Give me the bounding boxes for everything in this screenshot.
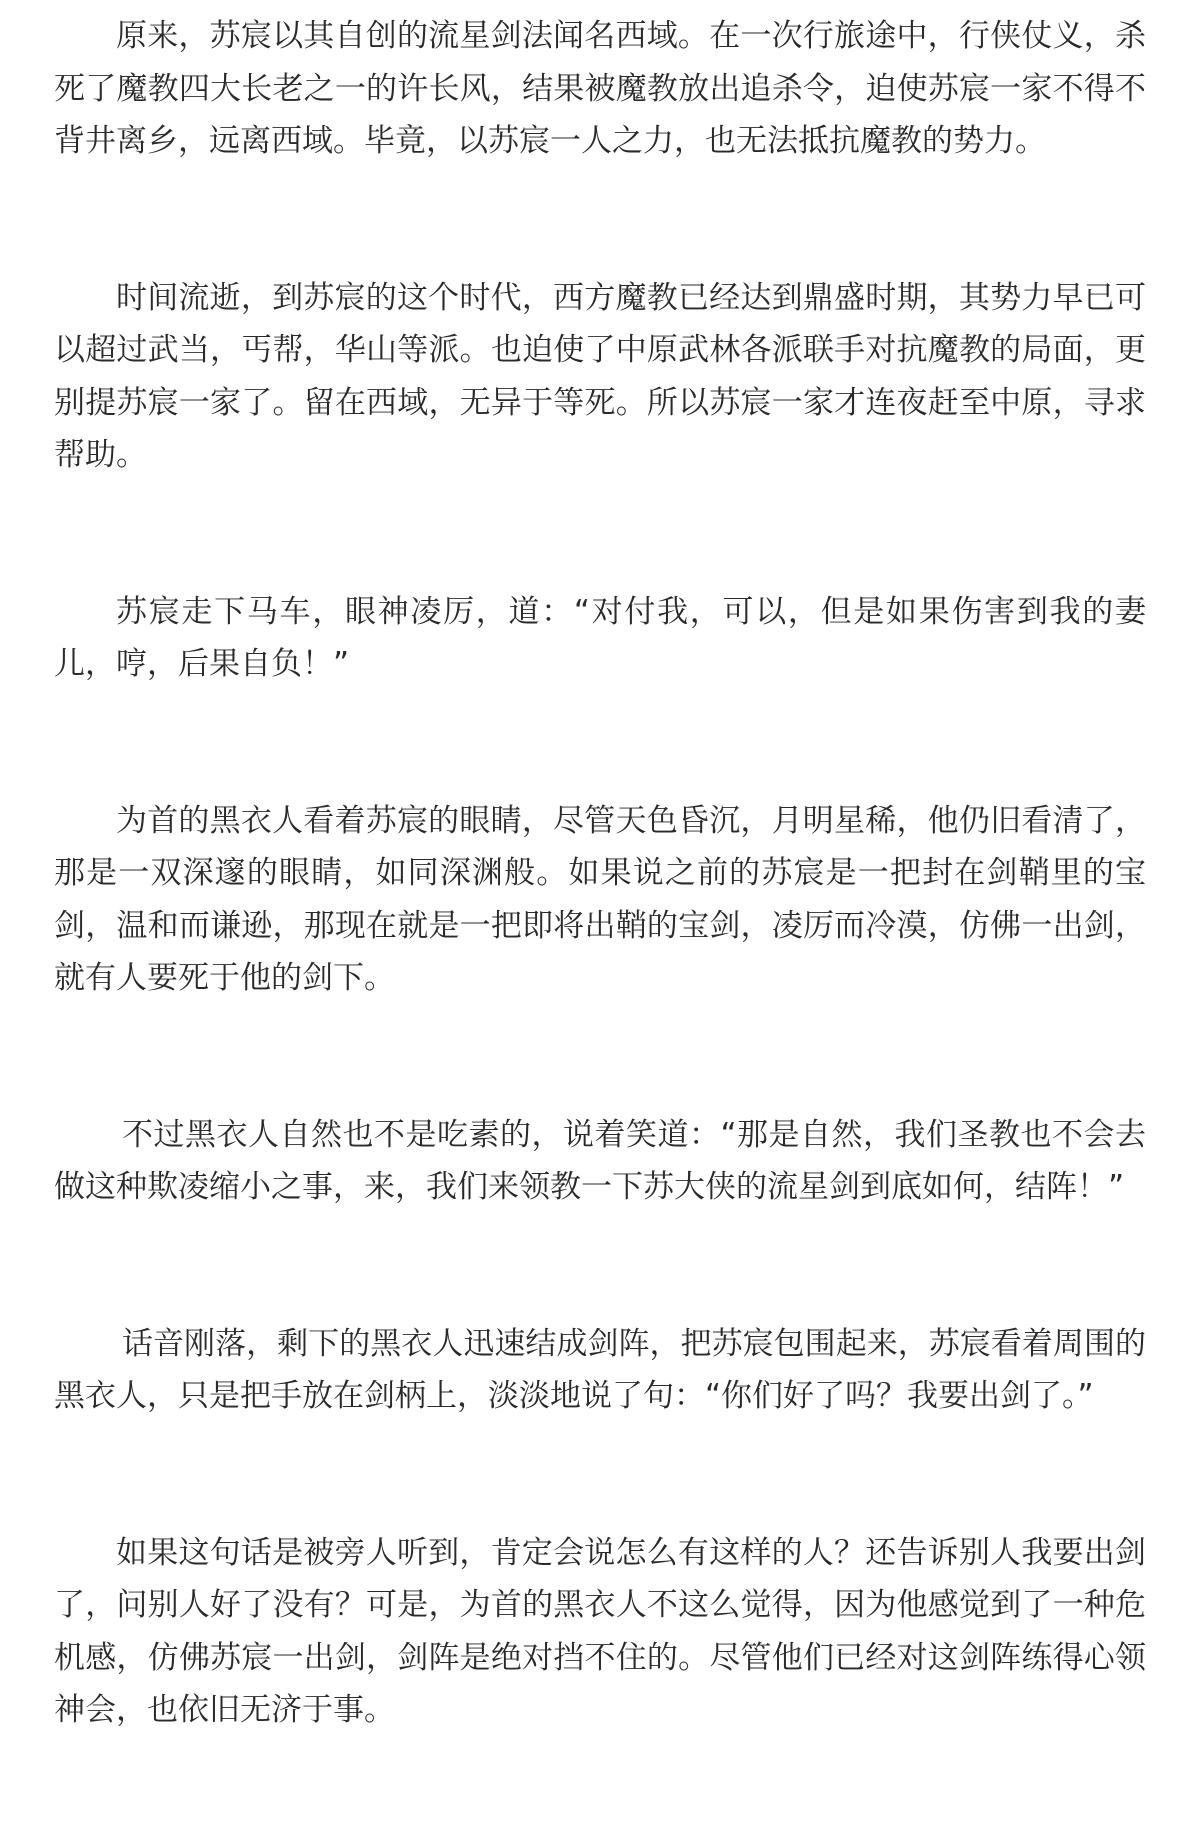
paragraph-5: 不过黑衣人自然也不是吃素的，说着笑道：“那是自然，我们圣教也不会去做这种欺凌缩小之事，来，我们来领教一下苏大侠的流星剑到底如何，结阵！” [54, 1116, 1146, 1205]
paragraph-4: 为首的黑衣人看着苏宸的眼睛，尽管天色昏沉，月明星稀，他仍旧看清了，那是一双深邃的眼睛，如同深渊般。如果说之前的苏宸是一把封在剑鞘里的宝剑，温和而谦逊，那现在就是一把即将出鞘的宝剑，凌厉而冷漠，仿佛一出剑，就有人要死于他的剑下。 [54, 802, 1146, 996]
paragraph-3: 苏宸走下马车，眼神凌厉，道：“对付我，可以，但是如果伤害到我的妻儿，哼，后果自负！” [54, 593, 1146, 682]
paragraph-7: 如果这句话是被旁人听到，肯定会说怎么有这样的人？还告诉别人我要出剑了，问别人好了没有？可是，为首的黑衣人不这么觉得，因为他感觉到了一种危机感，仿佛苏宸一出剑，剑阵是绝对挡不住的。尽管他们已经对这剑阵练得心领神会，也依旧无济于事。 [54, 1534, 1146, 1728]
paragraph-1: 原来，苏宸以其自创的流星剑法闻名西域。在一次行旅途中，行侠仗义，杀死了魔教四大长老之一的许长风，结果被魔教放出追杀令，迫使苏宸一家不得不背井离乡，远离西域。毕竟，以苏宸一人之力，也无法抵抗魔教的势力。 [54, 18, 1146, 159]
paragraph-6: 话音刚落，剩下的黑衣人迅速结成剑阵，把苏宸包围起来，苏宸看着周围的黑衣人，只是把手放在剑柄上，淡淡地说了句：“你们好了吗？我要出剑了。” [54, 1325, 1146, 1414]
paragraph-2: 时间流逝，到苏宸的这个时代，西方魔教已经达到鼎盛时期，其势力早已可以超过武当，丐帮，华山等派。也迫使了中原武林各派联手对抗魔教的局面，更别提苏宸一家了。留在西域，无异于等死。所以苏宸一家才连夜赶至中原，寻求帮助。 [54, 279, 1146, 473]
article-body [54, 10, 1146, 1841]
